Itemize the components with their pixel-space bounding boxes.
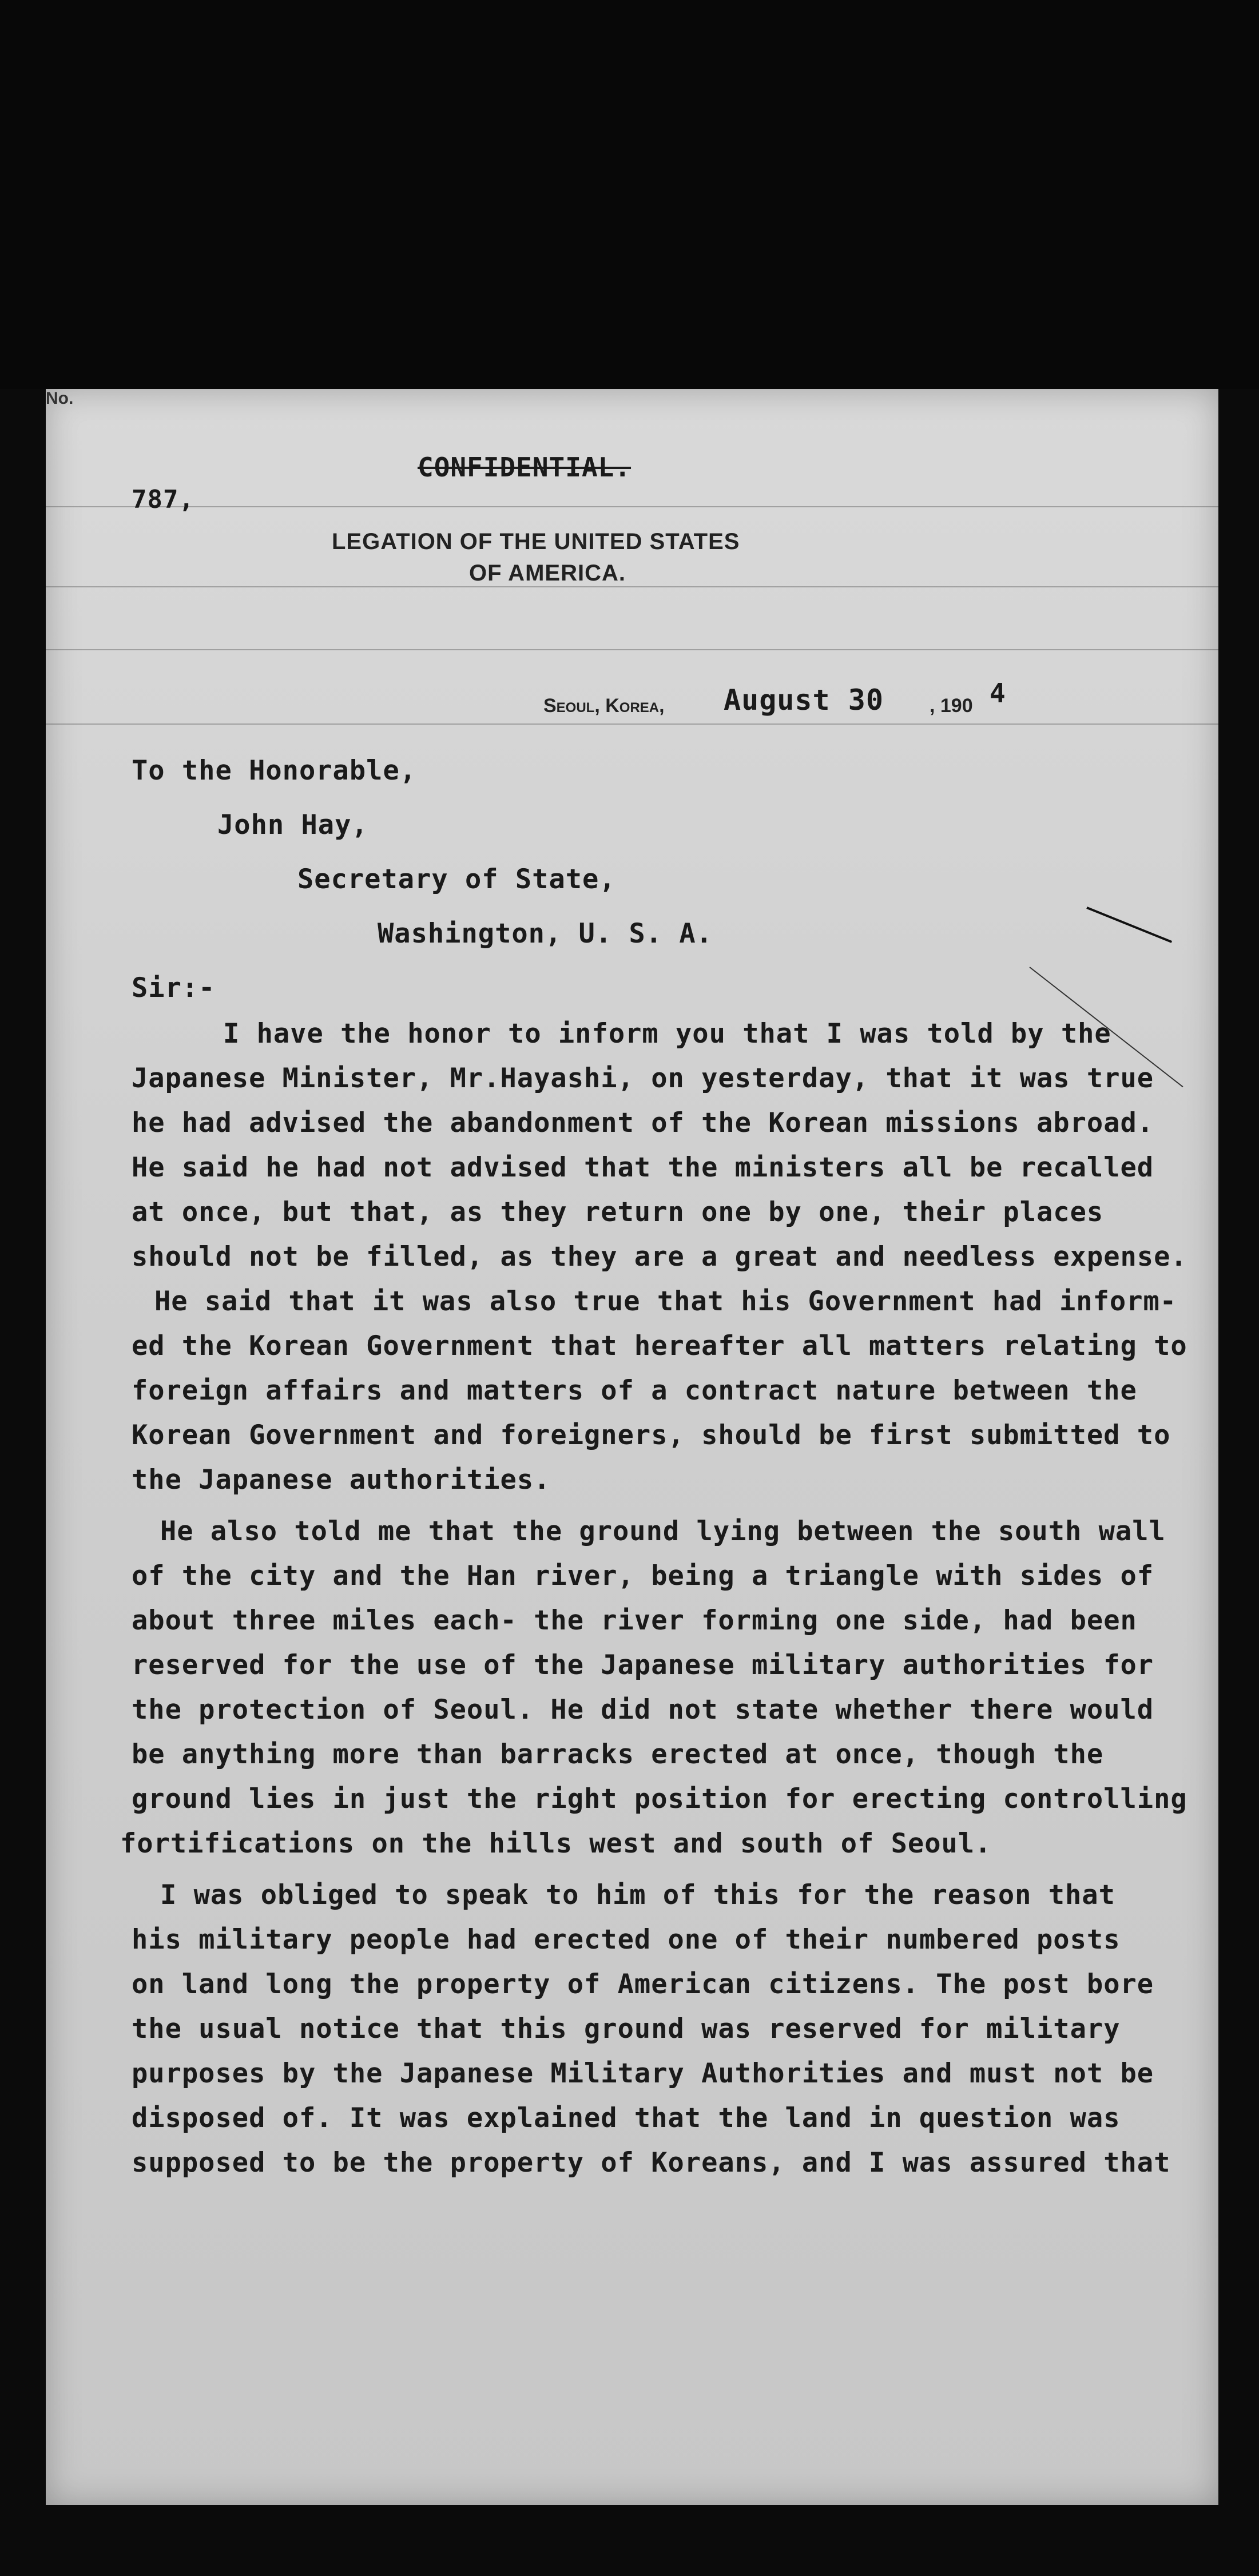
body-line: disposed of. It was explained that the land in question was (132, 2102, 1121, 2134)
year-suffix: 4 (990, 678, 1006, 709)
year-prefix: , 190 (930, 695, 973, 717)
body-line: the Japanese authorities. (132, 1464, 551, 1496)
body-line: he had advised the abandonment of the Korean missions abroad. (132, 1107, 1154, 1139)
body-line: reserved for the use of the Japanese military authorities for (132, 1649, 1154, 1681)
address-line: John Hay, (217, 809, 368, 841)
body-line: should not be filled, as they are a great and needless expense. (132, 1241, 1187, 1273)
body-line: purposes by the Japanese Military Authorities and must not be (132, 2058, 1154, 2089)
ruled-line (46, 723, 1218, 725)
body-line: He said he had not advised that the ministers all be recalled (132, 1152, 1154, 1183)
address-line: Secretary of State, (297, 864, 616, 895)
body-line: the usual notice that this ground was reserved for military (132, 2013, 1121, 2045)
body-line: his military people had erected one of their numbered posts (132, 1924, 1121, 1955)
classification-heading: CONFIDENTIAL. (418, 452, 632, 483)
body-line: supposed to be the property of Koreans, and I was assured that (132, 2147, 1171, 2179)
body-line: fortifications on the hills west and south of Seoul. (120, 1828, 992, 1859)
salutation: Sir:- (132, 972, 216, 1004)
pen-stroke-mark (1086, 907, 1172, 943)
letterhead-line-1: LEGATION OF THE UNITED STATES (332, 529, 740, 554)
place-of-writing: Seoul, Korea, (543, 695, 665, 717)
body-line: I was obliged to speak to him of this for the reason that (160, 1879, 1115, 1911)
body-line: the protection of Seoul. He did not state whether there would (132, 1694, 1154, 1726)
body-line: He said that it was also true that his Government had inform- (154, 1286, 1177, 1317)
body-line: He also told me that the ground lying between the south wall (160, 1516, 1166, 1547)
body-line: about three miles each- the river forming one side, had been (132, 1605, 1137, 1636)
letter-sheet (46, 389, 1218, 2505)
letterhead-line-2: OF AMERICA. (469, 560, 626, 586)
ruled-line (46, 586, 1218, 587)
dispatch-number-label: No. (46, 389, 74, 408)
body-line: of the city and the Han river, being a triangle with sides of (132, 1560, 1154, 1592)
address-line: Washington, U. S. A. (378, 918, 713, 949)
address-line: To the Honorable, (132, 755, 417, 786)
body-line: Korean Government and foreigners, should be first submitted to (132, 1420, 1171, 1451)
body-line: I have the honor to inform you that I was told by the (223, 1018, 1111, 1050)
ruled-line (46, 649, 1218, 650)
body-line: ground lies in just the right position for erecting controlling (132, 1783, 1187, 1815)
body-line: Japanese Minister, Mr.Hayashi, on yesterday, that it was true (132, 1063, 1154, 1094)
letter-date: August 30 (724, 683, 884, 717)
body-line: on land long the property of American citizens. The post bore (132, 1969, 1154, 2000)
body-line: be anything more than barracks erected at once, though the (132, 1739, 1104, 1770)
film-border-top (0, 0, 1259, 389)
body-line: ed the Korean Government that hereafter all matters relating to (132, 1330, 1187, 1362)
ruled-line (46, 506, 1218, 507)
body-line: foreign affairs and matters of a contract nature between the (132, 1375, 1137, 1406)
dispatch-number: 787, (132, 485, 194, 514)
body-line: at once, but that, as they return one by one, their places (132, 1196, 1104, 1228)
